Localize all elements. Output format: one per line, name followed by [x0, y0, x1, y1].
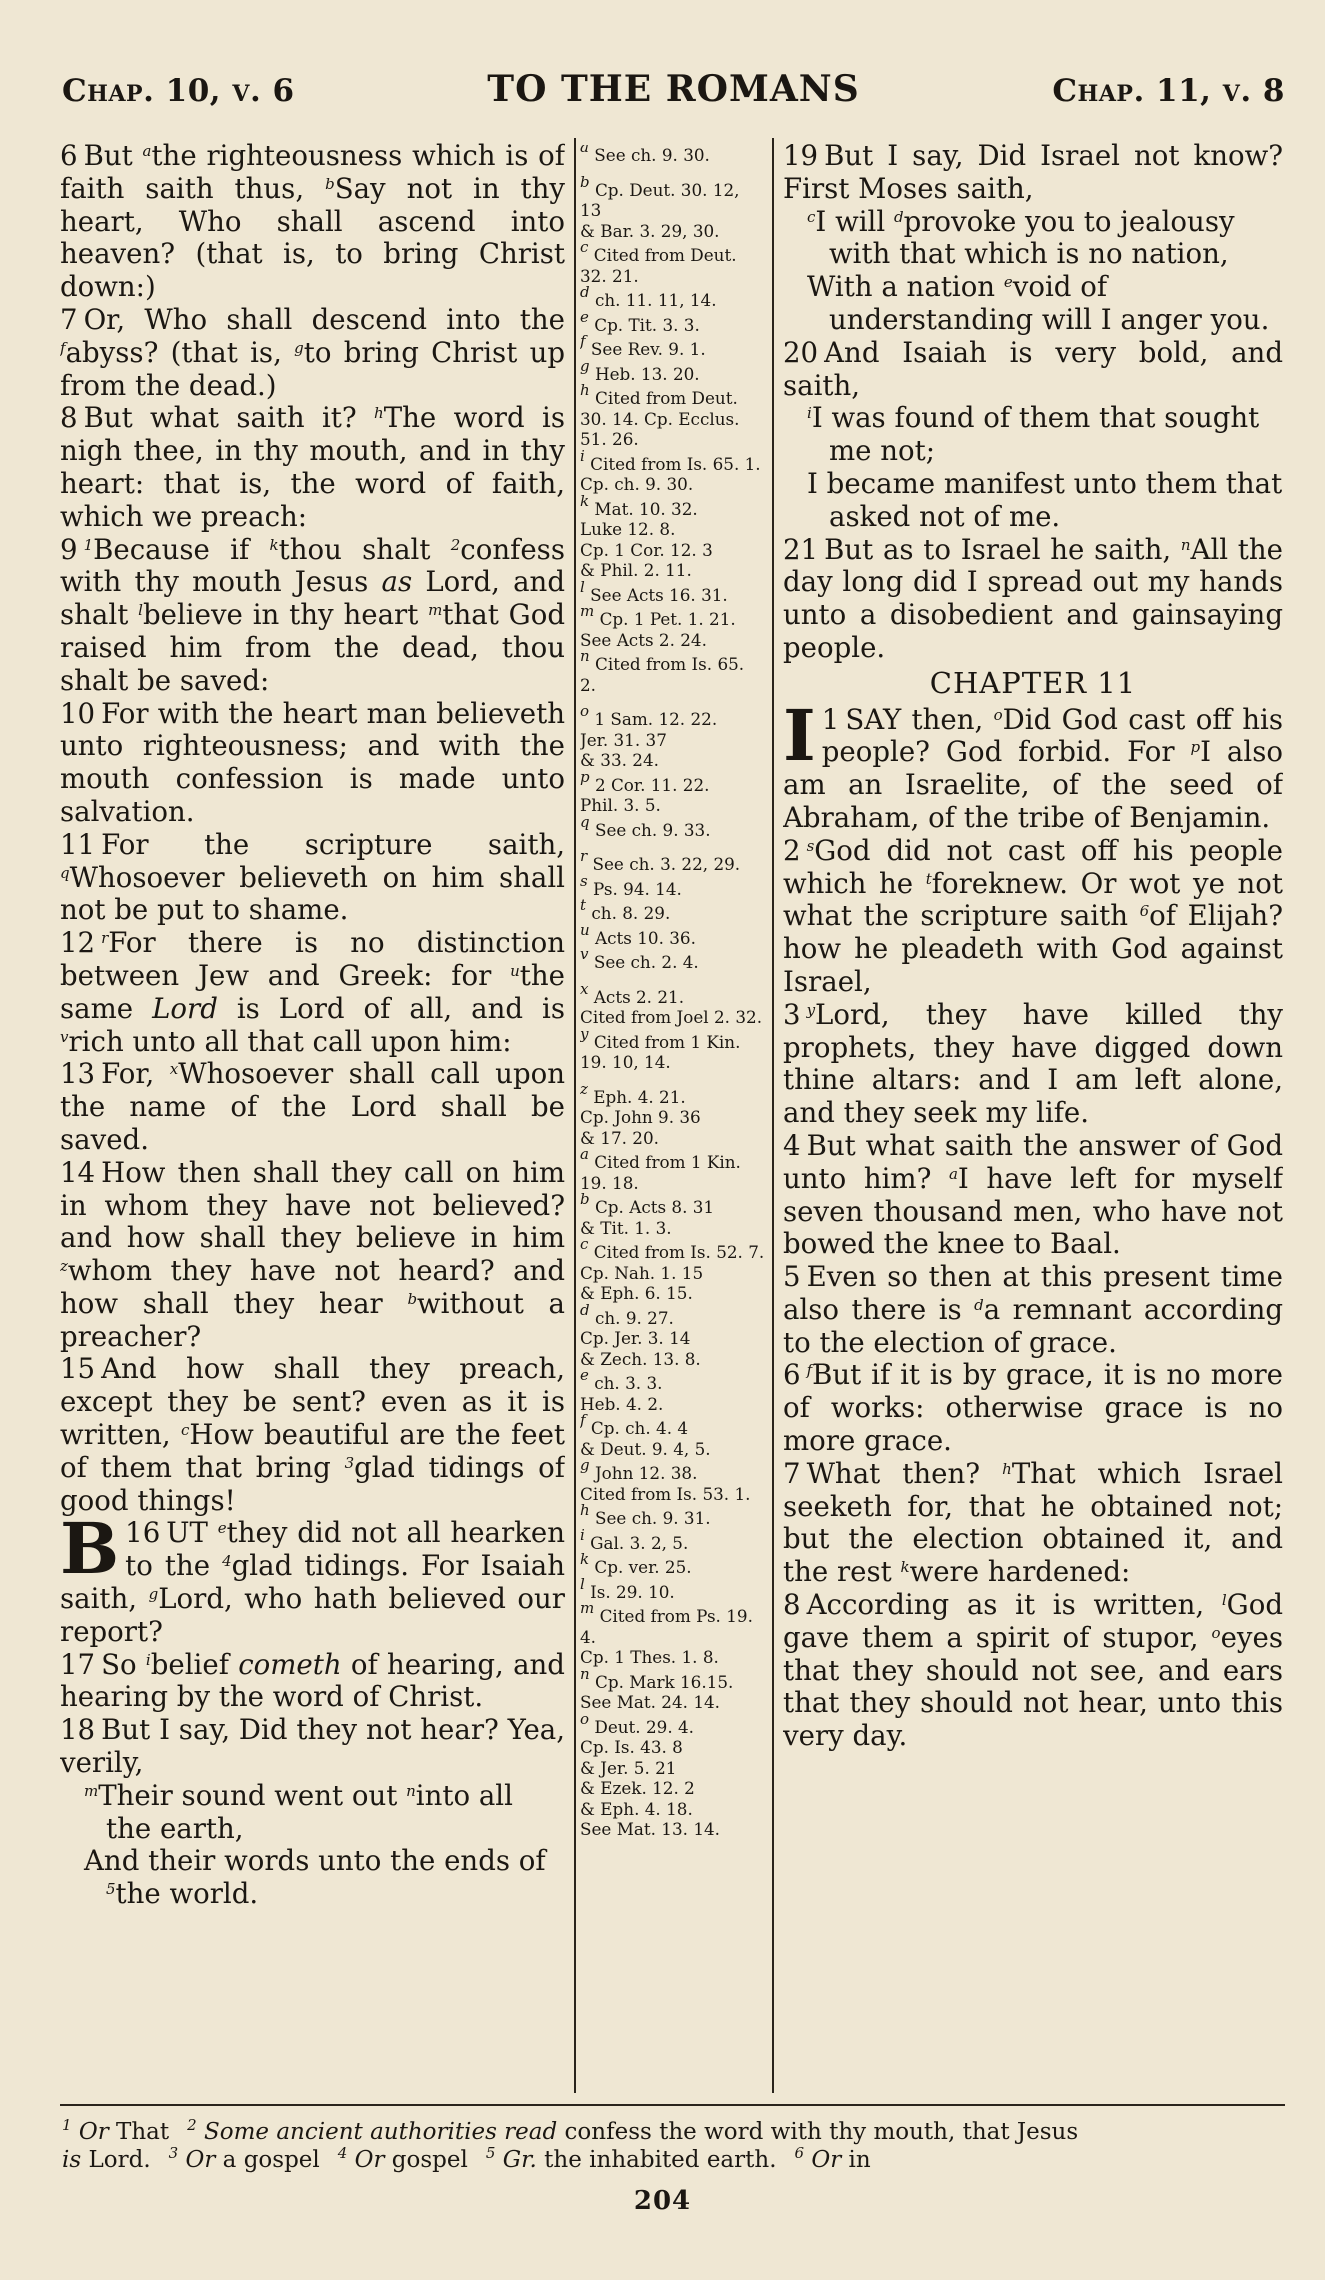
- header-chapter-right: Chap. 11, v. 8: [1052, 73, 1285, 109]
- verse: 13 For, $^x$Whosoever shall call upon the name of the Lord shall be saved.: [60, 1057, 565, 1156]
- verse: 21 But as to Israel he saith, $^n$All the day long did I spread out my hands unto a disobedient and gainsaying people.: [783, 532, 1283, 664]
- verse-number: 8: [783, 1588, 801, 1622]
- cross-reference: $^m$ Cp. 1 Pet. 1. 21. See Acts 2. 24.: [580, 602, 736, 650]
- verse-number: 3: [783, 997, 801, 1031]
- cross-reference: $^k$ Mat. 10. 32. Luke 12. 8. Cp. 1 Cor. 12. 3 & Phil. 2. 11.: [580, 491, 713, 580]
- cross-reference: $^h$ See ch. 9. 31.: [580, 1501, 711, 1528]
- cross-reference: $^e$ ch. 3. 3. Heb. 4. 2.: [580, 1366, 664, 1414]
- left-text-column: [60, 140, 565, 2085]
- verse-number: 8: [60, 401, 78, 435]
- verse-number: 20: [783, 335, 819, 369]
- cross-reference: $^m$ Cited from Ps. 19. 4. Cp. 1 Thes. 1. 8.: [580, 1599, 753, 1667]
- cross-reference: $^x$ Acts 2. 21. Cited from Joel 2. 32.: [580, 979, 763, 1027]
- cross-reference: $^z$ Eph. 4. 21. Cp. John 9. 36 & 17. 20.: [580, 1079, 701, 1148]
- right-text-column: [783, 140, 1283, 2085]
- cross-reference: $^u$ Acts 10. 36.: [580, 920, 696, 948]
- cross-reference: $^p$ 2 Cor. 11. 22. Phil. 3. 5.: [580, 767, 710, 815]
- verse-number: 14: [60, 1155, 96, 1189]
- verse-number: 19: [783, 140, 819, 172]
- drop-cap: B: [60, 1507, 120, 1591]
- cross-reference: $^v$ See ch. 2. 4.: [580, 945, 699, 972]
- footnote-line: [62, 2118, 1285, 2146]
- cross-reference: $^b$ Cp. Acts 8. 31 & Tit. 1. 3.: [580, 1190, 715, 1238]
- cross-reference: $^l$ See Acts 16. 31.: [580, 577, 728, 605]
- cross-reference: $^a$ See ch. 9. 30.: [580, 145, 710, 165]
- cross-reference: $^c$ Cited from Is. 52. 7. Cp. Nah. 1. 15 & Eph. 6. 15.: [580, 1235, 765, 1303]
- verse: 17 So $^i$belief cometh of hearing, and hearing by the word of Christ.: [60, 1647, 565, 1714]
- verse: 12 $^r$For there is no distinction between Jew and Greek: for $^u$the same Lord is Lord of all, and is $^v$rich unto all that call upon him:: [60, 926, 565, 1058]
- poetry-line: And their words unto the ends of $^5$the world.: [84, 1844, 546, 1911]
- verse-number: 13: [60, 1057, 96, 1091]
- verse: 9 $^1$Because if $^k$thou shalt $^2$confess with thy mouth Jesus as Lord, and shalt $^l$believe in thy heart $^m$that God raised him from the dead, thou shalt be saved:: [60, 532, 565, 697]
- poetry-line: I became manifest unto them that asked not of me.: [807, 466, 1283, 533]
- cross-reference: $^b$ Cp. Deut. 30. 12, 13 & Bar. 3. 29, 30.: [580, 172, 740, 241]
- footnote: $^5$ Gr. the inhabited earth.: [485, 2144, 777, 2173]
- cross-reference: $^y$ Cited from 1 Kin. 19. 10, 14.: [580, 1024, 741, 1072]
- verse-number: 21: [783, 532, 819, 566]
- poetry-line: $^c$I will $^d$provoke you to jealousy with that which is no nation,: [807, 204, 1235, 271]
- footnote: $^2$ Some ancient authorities read confess the word with thy mouth, that Jesus: [187, 2116, 1079, 2145]
- cross-reference: $^e$ Cp. Tit. 3. 3.: [580, 307, 700, 335]
- cross-reference: $^o$ 1 Sam. 12. 22. Jer. 31. 37 & 33. 24.: [580, 702, 718, 770]
- verse-number: 11: [60, 827, 96, 861]
- cross-reference: $^f$ Cp. ch. 4. 4 & Deut. 9. 4, 5.: [580, 1411, 711, 1459]
- verse: 4 But what saith the answer of God unto him? $^a$I have left for myself seven thousand men, who have not bowed the knee to Baal.: [783, 1128, 1283, 1261]
- verse: 8 According as it is written, $^l$God gave them a spirit of stupor, $^o$eyes that they should not see, and ears that they should not hear, unto this very day.: [783, 1588, 1283, 1753]
- verse-number: 17: [60, 1647, 96, 1681]
- cross-reference: $^k$ Cp. ver. 25.: [580, 1550, 692, 1577]
- poetry-line: $^m$Their sound went out $^n$into all the earth,: [84, 1778, 513, 1845]
- verse: 11 For the scripture saith, $^q$Whosoever believeth on him shall not be put to shame.: [60, 827, 565, 927]
- cross-reference: $^c$ Cited from Deut. 32. 21.: [580, 238, 737, 286]
- cross-reference: $^r$ See ch. 3. 22, 29.: [580, 847, 741, 874]
- chapter-heading: CHAPTER 11: [929, 665, 1137, 700]
- footnote: $^1$ Or That: [62, 2116, 170, 2145]
- running-head: [62, 68, 1285, 118]
- footnotes: [62, 2118, 1285, 2174]
- cross-reference: $^f$ See Rev. 9. 1.: [580, 332, 706, 359]
- verse-number: 9: [60, 532, 78, 566]
- page-number: 204: [633, 2186, 692, 2216]
- verse: 5 Even so then at this present time also there is $^d$a remnant according to the election of grace.: [783, 1260, 1283, 1359]
- poetry-line: With a nation $^e$void of understanding will I anger you.: [807, 270, 1270, 336]
- cross-reference: $^l$ Is. 29. 10.: [580, 1574, 675, 1602]
- verse: 1 I SAY then, $^o$Did God cast off his people? God forbid. For $^p$I also am an Israelite, of the seed of Abraham, of the tribe of Benjamin.: [783, 693, 1283, 834]
- verse-number: 6: [783, 1358, 801, 1392]
- verse: 10 For with the heart man believeth unto righteousness; and with the mouth confession is made unto salvation.: [60, 696, 565, 828]
- footnote-rule: [60, 2104, 1285, 2106]
- cross-reference: $^h$ Cited from Deut. 30. 14. Cp. Ecclus. 51. 26.: [580, 381, 740, 449]
- footnote: is Lord.: [62, 2147, 151, 2173]
- verse: 6 $^f$But if it is by grace, it is no more of works: otherwise grace is no more grace.: [783, 1358, 1283, 1458]
- verse: 8 But what saith it? $^h$The word is nigh thee, in thy mouth, and in thy heart: that is, the word of faith, which we preach:: [60, 401, 565, 533]
- cross-reference: $^d$ ch. 9. 27. Cp. Jer. 3. 14 & Zech. 13. 8.: [580, 1300, 701, 1369]
- verse: 7 What then? $^h$That which Israel seeketh for, that he obtained not; but the election obtained it, and the rest $^k$were hardened:: [783, 1456, 1283, 1589]
- drop-cap: I: [783, 693, 816, 777]
- cross-reference: $^i$ Cited from Is. 65. 1. Cp. ch. 9. 30.: [580, 446, 761, 494]
- cross-reference: $^n$ Cp. Mark 16.15. See Mat. 24. 14.: [580, 1664, 734, 1712]
- verse-number: 4: [783, 1128, 801, 1162]
- footnote: $^3$ Or a gospel: [168, 2144, 320, 2173]
- verse: 18 But I say, Did they not hear? Yea, verily,: [60, 1713, 565, 1780]
- cross-reference: $^s$ Ps. 94. 14.: [580, 871, 682, 899]
- footnote-line: [62, 2146, 1285, 2174]
- verse-number: 6: [60, 140, 78, 172]
- verse-number: 12: [60, 926, 96, 960]
- verse: 7 Or, Who shall descend into the $^f$abyss? (that is, $^g$to bring Christ up from the dead.): [60, 302, 565, 402]
- footnote: $^4$ Or gospel: [337, 2144, 468, 2173]
- verse: 20 And Isaiah is very bold, and saith,: [783, 335, 1283, 402]
- verse: 14 How then shall they call on him in whom they have not believed? and how shall they believe in him $^z$whom they have not heard? and how shall they hear $^b$without a preacher?: [60, 1155, 565, 1353]
- verse-number: 7: [783, 1456, 801, 1490]
- cross-reference: $^g$ John 12. 38. Cited from Is. 53. 1.: [580, 1456, 751, 1504]
- column-divider-left: [574, 138, 576, 2093]
- verse-number: 1: [821, 702, 840, 736]
- verse: 2 $^s$God did not cast off his people which he $^t$foreknew. Or wot ye not what the scripture saith $^6$of Elijah? how he pleadeth with God against Israel,: [783, 833, 1283, 998]
- cross-reference-column: [580, 145, 765, 2090]
- poetry-line: $^i$I was found of them that sought me not;: [807, 401, 1260, 468]
- cross-reference: $^o$ Deut. 29. 4. Cp. Is. 43. 8 & Jer. 5. 21 & Ezek. 12. 2 & Eph. 4. 18. See Mat. 13. 14.: [580, 1709, 721, 1839]
- verse-number: 16: [125, 1516, 161, 1550]
- verse: 19 But I say, Did Israel not know? First Moses saith,: [783, 140, 1283, 205]
- verse-number: 7: [60, 302, 78, 336]
- cross-reference: $^i$ Gal. 3. 2, 5.: [580, 1525, 689, 1553]
- verse-number: 18: [60, 1713, 96, 1747]
- verse-number: 2: [783, 833, 801, 867]
- verse: 16 B UT $^e$they did not all hearken to the $^4$glad tidings. For Isaiah saith, $^g$Lord, who hath believed our report?: [60, 1507, 565, 1648]
- verse: 15 And how shall they preach, except they be sent? even as it is written, $^c$How beautiful are the feet of them that bring $^3$glad tidings of good things!: [60, 1352, 565, 1517]
- verse-number: 15: [60, 1352, 96, 1386]
- header-chapter-left: Chap. 10, v. 6: [62, 73, 295, 109]
- cross-reference: $^d$ ch. 11. 11, 14.: [580, 283, 717, 310]
- cross-reference: $^q$ See ch. 9. 33.: [580, 812, 711, 840]
- cross-reference: $^a$ Cited from 1 Kin. 19. 18.: [580, 1145, 741, 1193]
- cross-reference: $^g$ Heb. 13. 20.: [580, 356, 700, 384]
- header-book-title: TO THE ROMANS: [487, 68, 860, 110]
- cross-reference: $^n$ Cited from Is. 65. 2.: [580, 647, 745, 695]
- column-divider-right: [772, 138, 774, 2093]
- verse: 6 But $^a$the righteousness which is of faith saith thus, $^b$Say not in thy heart, Who shall ascend into heaven? (that is, to bring Christ down:): [60, 140, 565, 304]
- verse-number: 5: [783, 1260, 801, 1294]
- footnote: $^6$ Or in: [794, 2144, 871, 2173]
- verse-number: 10: [60, 696, 96, 730]
- verse: 3 $^y$Lord, they have killed thy prophets, they have digged down thine altars: and I am left alone, and they seek my life.: [783, 997, 1283, 1130]
- cross-reference: $^t$ ch. 8. 29.: [580, 896, 671, 923]
